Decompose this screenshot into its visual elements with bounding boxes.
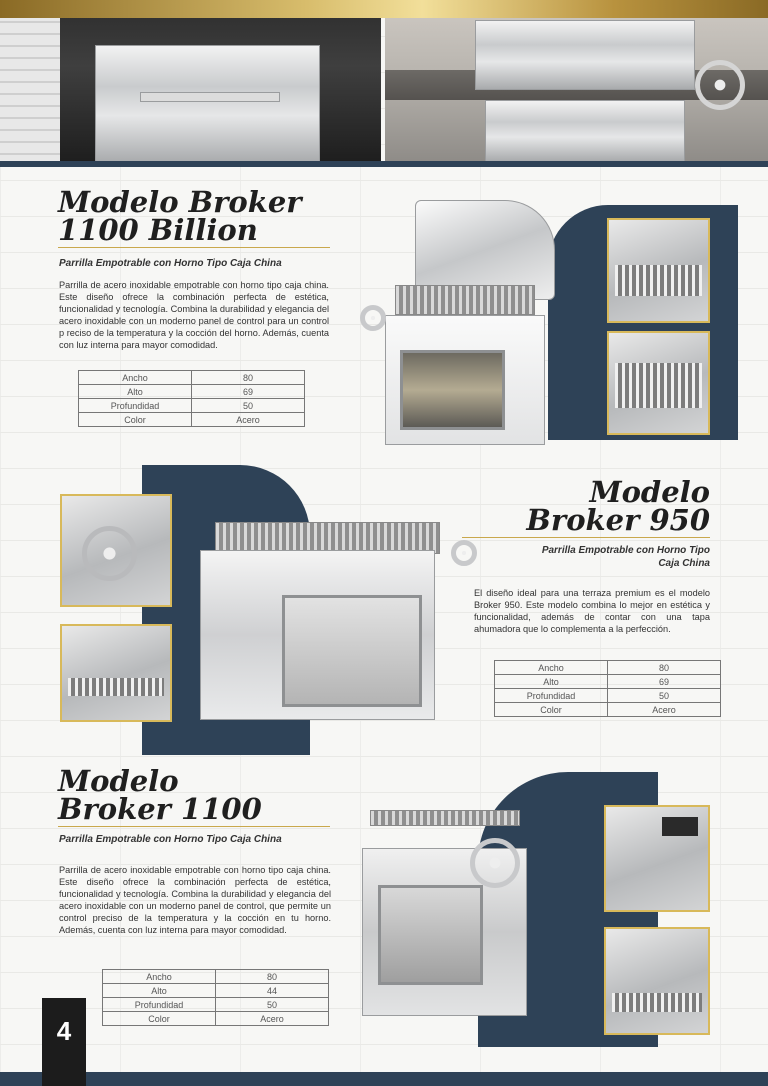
section3-thumb-oven-interior	[604, 927, 710, 1035]
section1-title	[58, 185, 302, 247]
spec-row-alto	[495, 675, 721, 689]
spec-row-profundidad	[103, 998, 329, 1012]
section2-thumb-oven-interior	[60, 624, 172, 722]
section3-oven-window	[378, 885, 483, 985]
spec-label: Alto	[495, 675, 608, 689]
section2-specs-table	[494, 660, 721, 717]
grill-lid-illustration	[475, 20, 695, 90]
spec-row-ancho	[495, 661, 721, 675]
top-photo-grill-outdoor	[385, 0, 768, 165]
section3-grill-bars	[370, 810, 520, 826]
spec-value: 80	[216, 970, 329, 984]
navy-divider-band	[0, 161, 768, 167]
section2-subtitle	[470, 544, 710, 570]
section2-oven-window	[282, 595, 422, 707]
section1-oven-window	[400, 350, 505, 430]
spec-label: Profundidad	[79, 399, 192, 413]
spec-row-alto	[103, 984, 329, 998]
section1-thumb-grill-open	[607, 218, 710, 323]
spec-value: 50	[216, 998, 329, 1012]
grill-handle-illustration	[140, 92, 280, 102]
section2-gold-rule	[462, 537, 710, 538]
spec-label: Alto	[79, 385, 192, 399]
section3-title	[58, 764, 262, 826]
spec-value: 69	[608, 675, 721, 689]
section3-crank-wheel	[470, 838, 520, 888]
spec-row-ancho	[79, 371, 305, 385]
spec-value: 69	[192, 385, 305, 399]
section1-specs-table	[78, 370, 305, 427]
tile-wall-illustration	[0, 0, 60, 165]
section3-gold-rule	[58, 826, 330, 827]
spec-value: 80	[608, 661, 721, 675]
section3-subtitle: Parrilla Empotrable con Horno Tipo Caja China	[59, 834, 282, 845]
spec-row-alto	[79, 385, 305, 399]
spec-value: 50	[192, 399, 305, 413]
section3-title-line1: Modelo	[58, 764, 179, 798]
section2-title-line2: Broker 950	[526, 503, 710, 537]
spec-row-profundidad	[495, 689, 721, 703]
section2-title-line1: Modelo	[589, 475, 710, 509]
section1-grill-bars	[395, 285, 535, 315]
section2-thumb-wheel	[60, 494, 172, 607]
section2-title	[500, 475, 710, 537]
section1-title-line1: Modelo Broker	[58, 185, 302, 219]
section2-description: El diseño ideal para una terraza premium es el modelo Broker 950. Este modelo combina lo mejor en estética y funcionalidad, además de contar con una tapa ahumadora que lo complementa a la perfección.	[474, 588, 710, 634]
spec-label: Ancho	[103, 970, 216, 984]
section1-gold-rule	[58, 247, 330, 248]
section1-title-line2: 1100 Billion	[58, 213, 258, 247]
oven-door-illustration	[485, 100, 685, 162]
spec-value: Acero	[608, 703, 721, 717]
spec-row-color	[103, 1012, 329, 1026]
spec-value: 44	[216, 984, 329, 998]
crank-wheel-illustration	[695, 60, 745, 110]
section1-thumb-grill-bars	[607, 331, 710, 435]
spec-row-color	[79, 413, 305, 427]
spec-label: Profundidad	[103, 998, 216, 1012]
gold-header-strip	[0, 0, 768, 18]
spec-row-color	[495, 703, 721, 717]
section2-subtitle-line2: Caja China	[658, 558, 710, 569]
spec-row-profundidad	[79, 399, 305, 413]
spec-label: Color	[79, 413, 192, 427]
section1-subtitle: Parrilla Empotrable con Horno Tipo Caja China	[59, 258, 282, 269]
section3-specs-table	[102, 969, 329, 1026]
page-number: 4	[42, 998, 86, 1086]
top-photo-grill-indoor	[0, 0, 381, 165]
spec-label: Ancho	[495, 661, 608, 675]
section3-thumb-control-panel	[604, 805, 710, 912]
spec-value: Acero	[192, 413, 305, 427]
spec-label: Color	[495, 703, 608, 717]
spec-label: Profundidad	[495, 689, 608, 703]
section1-crank-wheel	[360, 305, 386, 331]
navy-footer-band	[0, 1072, 768, 1086]
section2-subtitle-line1: Parrilla Empotrable con Horno Tipo	[541, 545, 710, 556]
spec-row-ancho	[103, 970, 329, 984]
spec-label: Alto	[103, 984, 216, 998]
section3-title-line2: Broker 1100	[58, 792, 262, 826]
grill-body-illustration	[95, 45, 320, 163]
spec-label: Ancho	[79, 371, 192, 385]
spec-label: Color	[103, 1012, 216, 1026]
spec-value: 80	[192, 371, 305, 385]
section1-description: Parrilla de acero inoxidable empotrable con horno tipo caja china. Este diseño ofrece la combinación perfecta de estética, funcionalidad y tecnología. Combina la durabilidad y elegancia del acero inoxidable con un moderno panel de control para un control p reciso de la temperatura y la cocción del horno. Además, cuenta con luz interna para mayor comodidad.	[59, 280, 329, 350]
section3-description: Parrilla de acero inoxidable empotrable con horno tipo caja china. Este diseño ofrece la combinación perfecta de estética, funcionalidad y tecnología. Combina la durabilidad y elegancia del acero inoxidable con un moderno panel de control, que permite un control preciso de la temperatura y la cocción en tu horno. Además, cuenta con luz interna para mayor comodidad.	[59, 865, 331, 935]
spec-value: 50	[608, 689, 721, 703]
spec-value: Acero	[216, 1012, 329, 1026]
